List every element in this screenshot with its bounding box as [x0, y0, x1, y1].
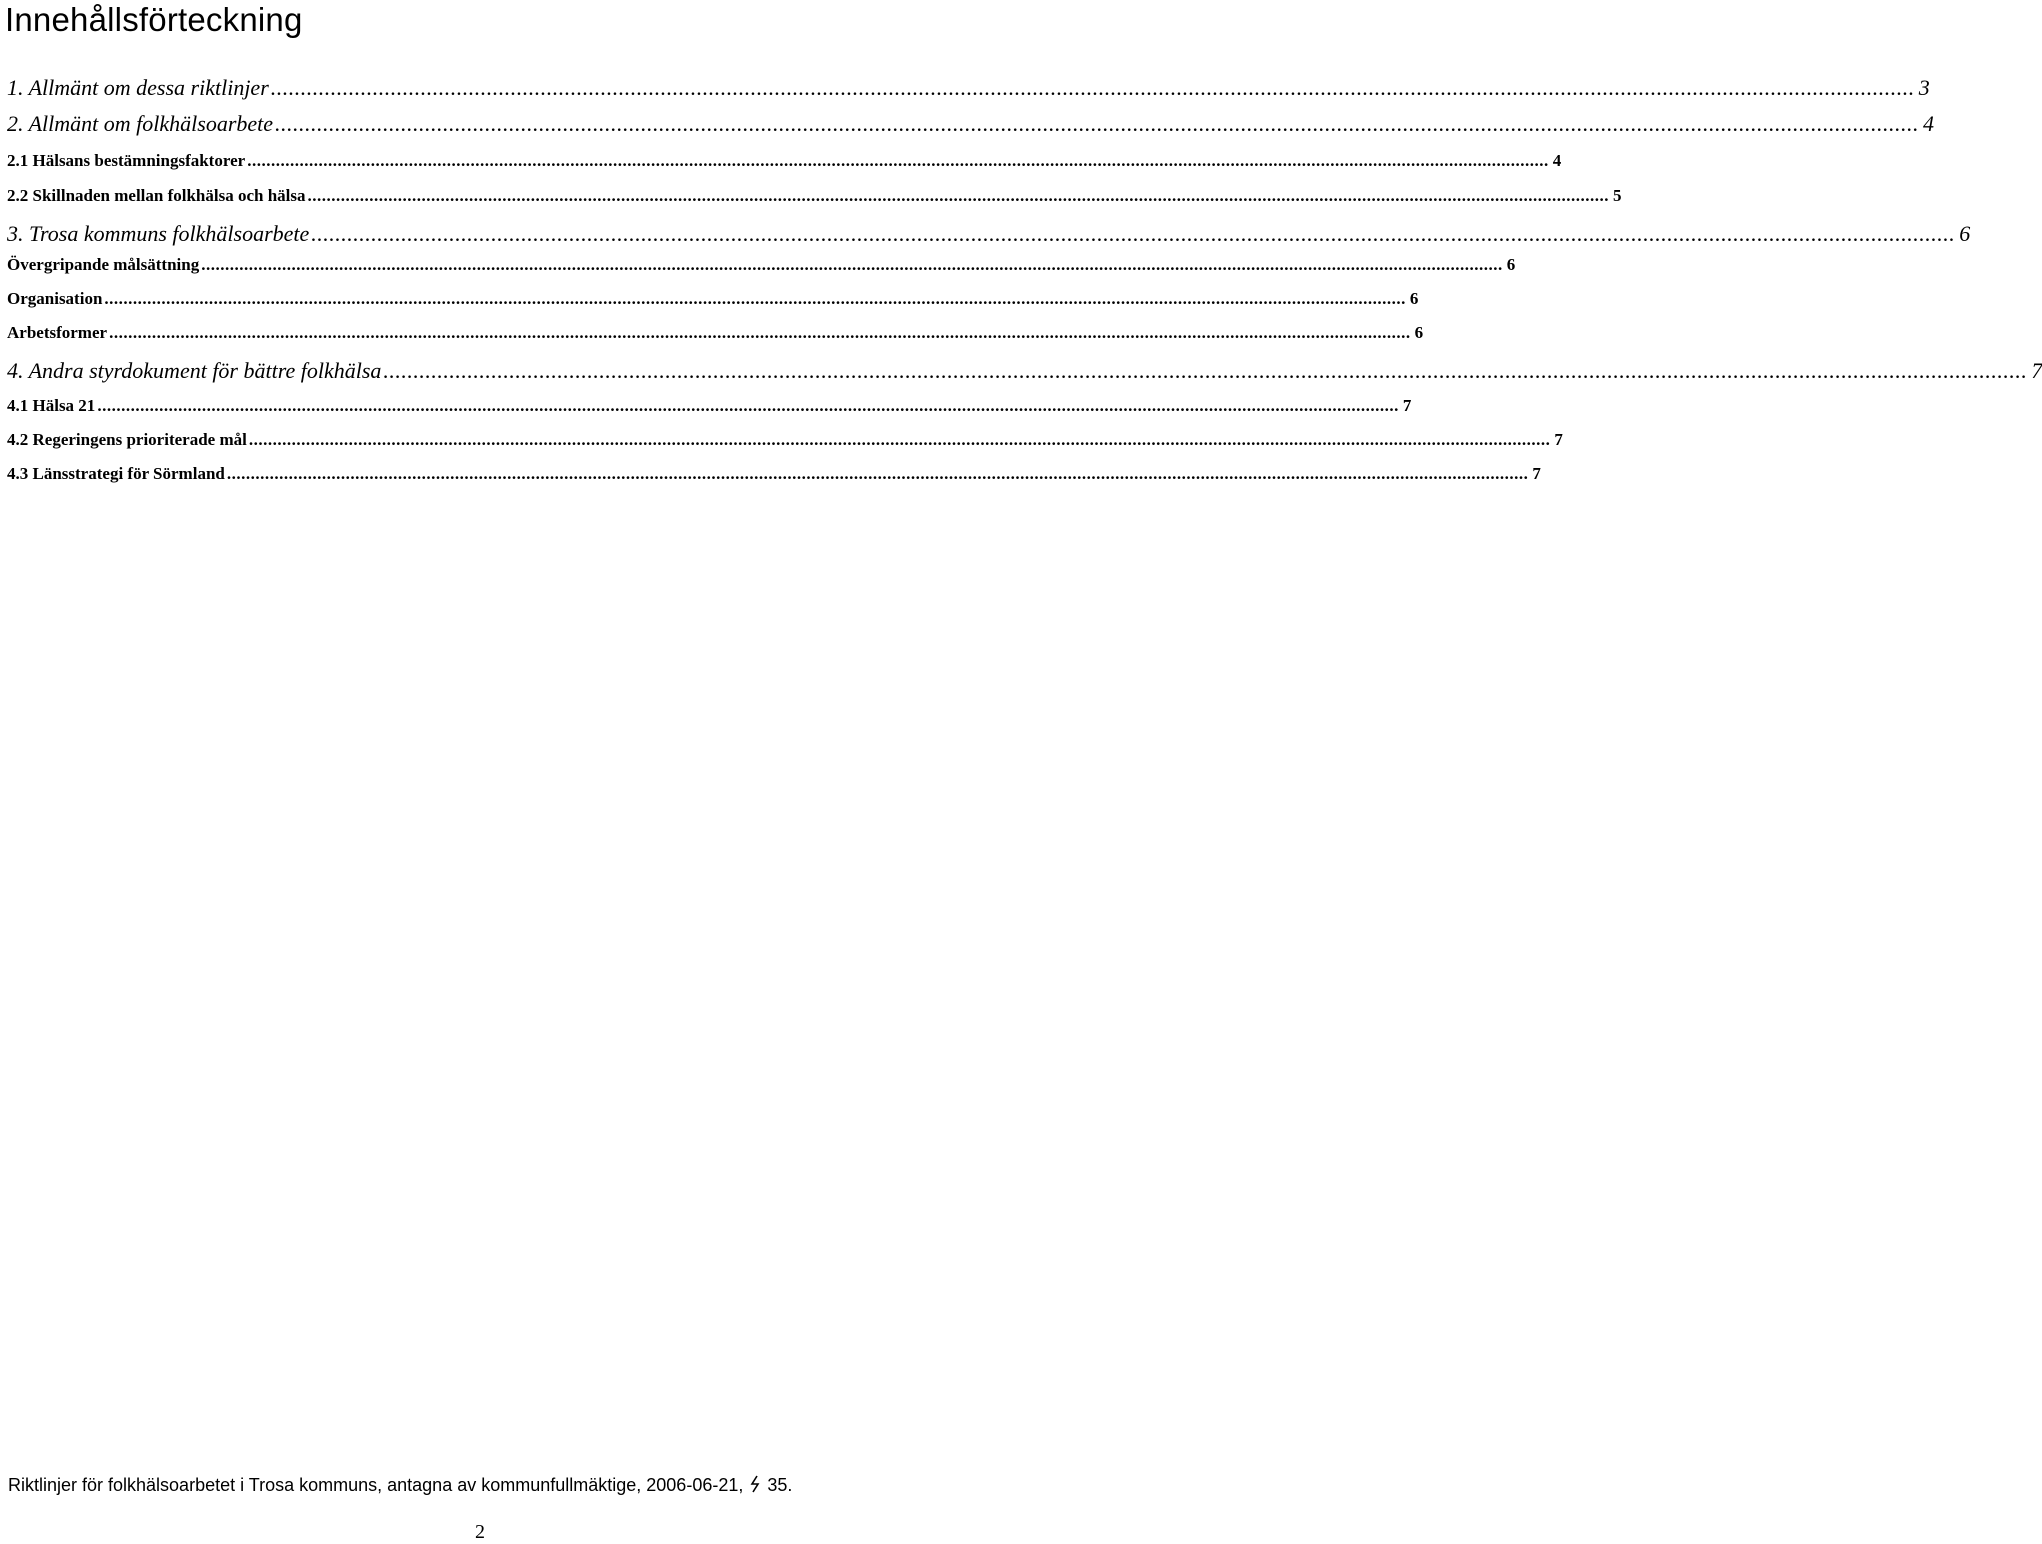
footer-text-end: 35.: [767, 1475, 793, 1495]
toc-entry-page: 7: [1402, 396, 1412, 415]
toc-entry[interactable]: [7, 111, 1935, 141]
toc-entry-page: 6: [1409, 289, 1419, 308]
toc-entry[interactable]: [7, 289, 1419, 315]
toc-entry-label: 3. Trosa kommuns folkhälsoarbete: [7, 221, 310, 246]
toc-entry-label: 4.1 Hälsa 21: [7, 396, 96, 415]
toc-entry-page: 6: [1506, 255, 1516, 274]
toc-entry[interactable]: [7, 323, 1424, 349]
toc-dot-leader: [247, 151, 1549, 171]
toc-entry-page: 3: [1918, 75, 1930, 100]
toc-dot-leader: [249, 430, 1551, 450]
toc-entry[interactable]: [7, 151, 1562, 177]
page-number: 2: [475, 1521, 485, 1543]
toc-dot-leader: [308, 186, 1610, 206]
toc-entry-page: 5: [1613, 186, 1622, 205]
toc-entry-label: Arbetsformer: [7, 323, 108, 342]
toc-entry-page: 4: [1552, 151, 1562, 170]
toc-entry[interactable]: [7, 255, 1516, 281]
toc-entry-page: 7: [2031, 358, 2042, 383]
toc-dot-leader: [275, 111, 1919, 137]
toc-dot-leader: [97, 396, 1399, 416]
page-title: Innehållsförteckning: [5, 1, 303, 38]
page-footer: [8, 1473, 792, 1496]
toc-entry-page: 7: [1532, 464, 1541, 483]
toc-dot-leader: [311, 221, 1955, 247]
toc-entry-label: Organisation: [7, 289, 103, 308]
toc-entry-label: 1. Allmänt om dessa riktlinjer: [7, 75, 269, 100]
toc-entry[interactable]: [7, 430, 1563, 456]
toc-entry[interactable]: [7, 221, 1971, 251]
toc-entry[interactable]: [7, 186, 1622, 212]
toc-entry[interactable]: [7, 75, 1930, 105]
toc-entry[interactable]: [7, 464, 1541, 490]
toc-entry-label: 2.1 Hälsans bestämningsfaktorer: [7, 151, 246, 170]
toc-entry-label: 4.2 Regeringens prioriterade mål: [7, 430, 247, 449]
toc-entry-page: 4: [1923, 111, 1935, 136]
toc-dot-leader: [383, 358, 2027, 384]
toc-entry-page: 6: [1959, 221, 1971, 246]
table-of-contents: [7, 75, 2042, 535]
toc-entry[interactable]: [7, 358, 2042, 388]
footnote-marker-icon: [749, 1475, 761, 1493]
toc-dot-leader: [227, 464, 1529, 484]
footer-text: Riktlinjer för folkhälsoarbetet i Trosa kommuns, antagna av kommunfullmäktige, 2006-06-21,: [8, 1475, 744, 1495]
toc-entry-page: 6: [1414, 323, 1424, 342]
toc-dot-leader: [201, 255, 1503, 275]
toc-entry-label: Övergripande målsättning: [7, 255, 200, 274]
toc-dot-leader: [109, 323, 1411, 343]
toc-entry-label: 4. Andra styrdokument för bättre folkhälsa: [7, 358, 382, 383]
toc-entry-label: 4.3 Länsstrategi för Sörmland: [7, 464, 225, 483]
toc-entry-page: 7: [1554, 430, 1563, 449]
toc-entry-label: 2. Allmänt om folkhälsoarbete: [7, 111, 274, 136]
toc-dot-leader: [104, 289, 1406, 309]
toc-entry[interactable]: [7, 396, 1412, 422]
toc-entry-label: 2.2 Skillnaden mellan folkhälsa och hälsa: [7, 186, 306, 205]
toc-dot-leader: [271, 75, 1915, 101]
